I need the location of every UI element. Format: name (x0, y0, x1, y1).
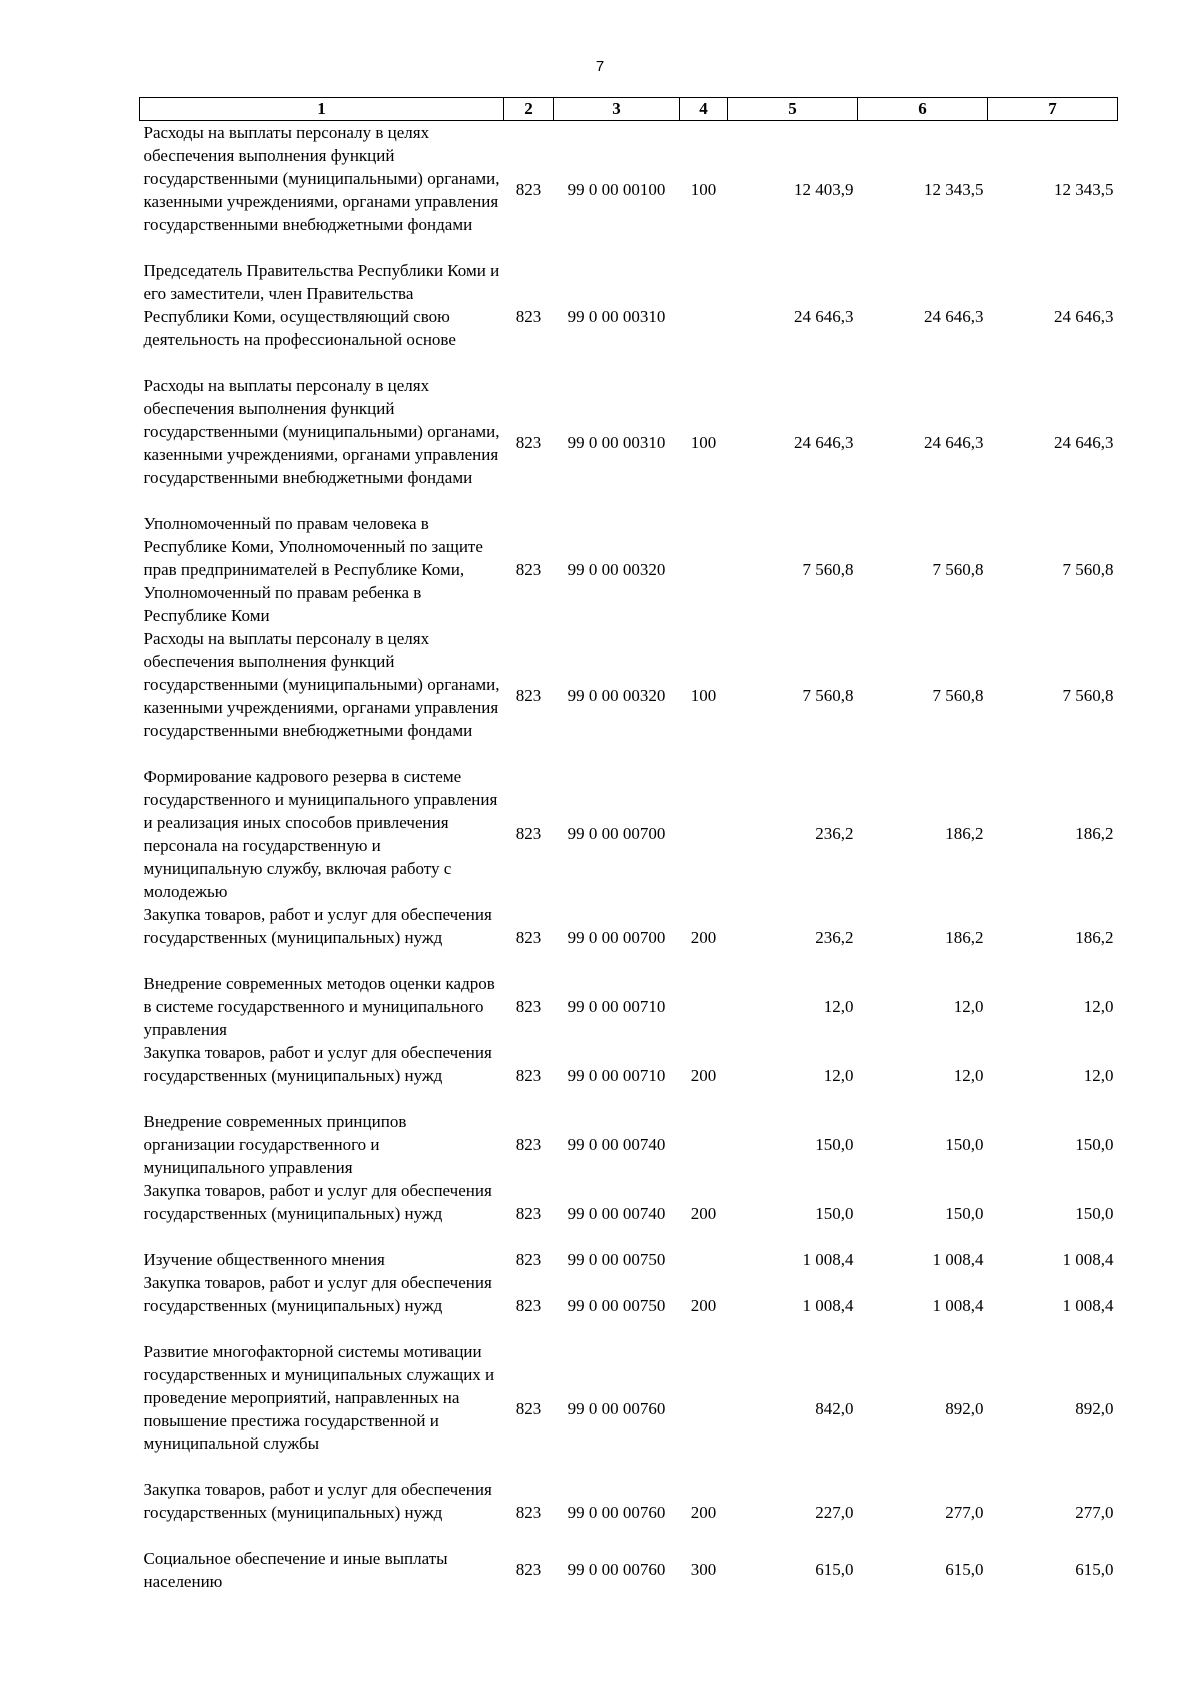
row-amount-col7: 277,0 (1075, 1502, 1114, 1522)
row-target-article: 99 0 00 00750 (567, 1295, 666, 1315)
table-row (140, 1110, 1118, 1179)
row-name: Закупка товаров, работ и услуг для обеспечения государственных (муниципальных) нужд (143, 1180, 492, 1223)
row-amount-col7: 24 646,3 (1054, 306, 1114, 326)
table-row (140, 1041, 1118, 1110)
row-amount-col7: 150,0 (1075, 1134, 1114, 1154)
row-grbs-code: 823 (515, 686, 542, 705)
row-target-article: 99 0 00 00760 (567, 1399, 666, 1418)
row-amount-col6: 7 560,8 (932, 686, 984, 705)
row-grbs-code: 823 (515, 927, 542, 947)
row-amount-col6: 12,0 (953, 996, 984, 1016)
row-amount-col7: 24 646,3 (1054, 433, 1114, 452)
row-amount-col6: 892,0 (945, 1399, 984, 1418)
column-header-1: 1 (140, 98, 504, 121)
row-name: Уполномоченный по правам человека в Республике Коми, Уполномоченный по защите прав предпринимателей в Республике Коми, Уполномоченный по правам ребенка в Республике Коми (143, 513, 483, 625)
row-amount-col6: 150,0 (945, 1134, 984, 1154)
row-grbs-code: 823 (515, 1134, 542, 1154)
row-expense-type (680, 765, 728, 903)
row-amount-col6: 1 008,4 (932, 1295, 984, 1315)
row-expense-type (680, 512, 728, 627)
row-expense-type (680, 1248, 728, 1271)
table-row (140, 627, 1118, 765)
row-name: Закупка товаров, работ и услуг для обеспечения государственных (муниципальных) нужд (143, 1272, 492, 1315)
table-body (140, 121, 1118, 1593)
table-row (140, 903, 1118, 972)
row-expense-type: 200 (690, 1295, 717, 1315)
row-amount-col5: 7 560,8 (802, 559, 854, 579)
row-expense-type: 200 (690, 1502, 717, 1522)
row-amount-col5: 1 008,4 (802, 1295, 854, 1315)
row-amount-col7: 1 008,4 (1062, 1295, 1114, 1315)
row-amount-col5: 12,0 (823, 1065, 854, 1085)
row-amount-col5: 7 560,8 (802, 686, 854, 705)
row-target-article: 99 0 00 00320 (567, 559, 666, 579)
column-header-3: 3 (554, 98, 680, 121)
row-name: Внедрение современных принципов организации государственного и муниципального управления (143, 1111, 407, 1177)
row-target-article: 99 0 00 00760 (567, 1560, 666, 1579)
row-amount-col6: 1 008,4 (932, 1249, 984, 1269)
row-name: Расходы на выплаты персоналу в целях обеспечения выполнения функций государственными (муниципальными) органами, казенными учреждениями, органами управления государственными внебюджетными фондами (143, 628, 500, 740)
row-amount-col5: 12 403,9 (794, 180, 854, 200)
table-row (140, 374, 1118, 512)
column-header-7: 7 (988, 98, 1118, 121)
row-grbs-code: 823 (515, 433, 542, 452)
row-amount-col6: 12,0 (953, 1065, 984, 1085)
row-grbs-code: 823 (515, 180, 542, 200)
row-target-article: 99 0 00 00750 (567, 1249, 666, 1269)
row-name: Изучение общественного мнения (143, 1249, 385, 1269)
row-amount-col6: 186,2 (945, 824, 984, 843)
table-row (140, 1179, 1118, 1248)
row-name: Социальное обеспечение и иные выплаты населению (143, 1548, 448, 1591)
row-target-article: 99 0 00 00310 (567, 306, 666, 326)
row-name: Закупка товаров, работ и услуг для обеспечения государственных (муниципальных) нужд (143, 1479, 492, 1522)
row-amount-col5: 150,0 (815, 1134, 854, 1154)
row-grbs-code: 823 (515, 824, 542, 843)
row-expense-type: 200 (690, 1065, 717, 1085)
row-amount-col6: 7 560,8 (932, 559, 984, 579)
row-grbs-code: 823 (515, 996, 542, 1016)
row-name: Формирование кадрового резерва в системе государственного и муниципального управления и реализация иных способов привлечения персонала на государственную и муниципальную службу, включая работу с молодежью (143, 766, 498, 901)
row-target-article: 99 0 00 00710 (567, 996, 666, 1016)
row-amount-col5: 236,2 (815, 824, 854, 843)
row-grbs-code: 823 (515, 559, 542, 579)
row-amount-col7: 150,0 (1075, 1203, 1114, 1223)
row-expense-type: 300 (690, 1560, 717, 1579)
row-expense-type (680, 972, 728, 1041)
row-amount-col6: 12 343,5 (924, 180, 984, 200)
row-grbs-code: 823 (515, 1399, 542, 1418)
table-row (140, 972, 1118, 1041)
row-expense-type (680, 1340, 728, 1478)
row-amount-col6: 24 646,3 (924, 306, 984, 326)
row-amount-col7: 12,0 (1083, 1065, 1114, 1085)
row-amount-col7: 892,0 (1075, 1399, 1114, 1418)
row-expense-type: 100 (690, 180, 717, 200)
row-amount-col5: 842,0 (815, 1399, 854, 1418)
row-amount-col6: 186,2 (945, 927, 984, 947)
column-header-4: 4 (680, 98, 728, 121)
row-target-article: 99 0 00 00700 (567, 927, 666, 947)
row-amount-col6: 615,0 (945, 1560, 984, 1579)
table-row (140, 1248, 1118, 1271)
table-row (140, 765, 1118, 903)
row-name: Расходы на выплаты персоналу в целях обеспечения выполнения функций государственными (муниципальными) органами, казенными учреждениями, органами управления государственными внебюджетными фондами (143, 375, 500, 487)
row-grbs-code: 823 (515, 306, 542, 326)
row-expense-type (680, 259, 728, 374)
row-grbs-code: 823 (515, 1249, 542, 1269)
row-amount-col5: 12,0 (823, 996, 854, 1016)
row-expense-type (680, 1110, 728, 1179)
row-expense-type: 100 (690, 686, 717, 705)
row-expense-type: 100 (690, 433, 717, 452)
row-name: Закупка товаров, работ и услуг для обеспечения государственных (муниципальных) нужд (143, 904, 492, 947)
row-amount-col7: 7 560,8 (1062, 559, 1114, 579)
row-expense-type: 200 (690, 1203, 717, 1223)
row-grbs-code: 823 (515, 1203, 542, 1223)
row-name: Внедрение современных методов оценки кадров в системе государственного и муниципального управления (143, 973, 495, 1039)
row-target-article: 99 0 00 00320 (567, 686, 666, 705)
row-amount-col5: 227,0 (815, 1502, 854, 1522)
column-header-2: 2 (504, 98, 554, 121)
row-expense-type: 200 (690, 927, 717, 947)
table-row (140, 1340, 1118, 1478)
table-row (140, 1547, 1118, 1593)
row-name: Расходы на выплаты персоналу в целях обеспечения выполнения функций государственными (муниципальными) органами, казенными учреждениями, органами управления государственными внебюджетными фондами (143, 123, 500, 234)
row-name: Председатель Правительства Республики Коми и его заместители, член Правительства Республики Коми, осуществляющий свою деятельность на профессиональной основе (143, 260, 500, 349)
row-amount-col5: 24 646,3 (794, 306, 854, 326)
table-row (140, 1271, 1118, 1340)
row-amount-col6: 24 646,3 (924, 433, 984, 452)
header-row (140, 98, 1118, 121)
page-number: 7 (595, 58, 605, 75)
table-row (140, 512, 1118, 627)
column-header-5: 5 (728, 98, 858, 121)
row-name: Развитие многофакторной системы мотивации государственных и муниципальных служащих и проведение мероприятий, направленных на повышение престижа государственной и муниципальной службы (143, 1341, 495, 1453)
row-amount-col5: 150,0 (815, 1203, 854, 1223)
row-amount-col6: 277,0 (945, 1502, 984, 1522)
row-amount-col7: 7 560,8 (1062, 686, 1114, 705)
row-amount-col7: 12 343,5 (1054, 180, 1114, 200)
table-row (140, 1478, 1118, 1547)
row-name: Закупка товаров, работ и услуг для обеспечения государственных (муниципальных) нужд (143, 1042, 492, 1085)
budget-table (139, 97, 1118, 1593)
row-amount-col7: 615,0 (1075, 1560, 1114, 1579)
row-amount-col5: 236,2 (815, 927, 854, 947)
row-target-article: 99 0 00 00760 (567, 1502, 666, 1522)
row-amount-col5: 1 008,4 (802, 1249, 854, 1269)
row-amount-col5: 615,0 (815, 1560, 854, 1579)
row-amount-col7: 186,2 (1075, 824, 1114, 843)
row-amount-col7: 186,2 (1075, 927, 1114, 947)
row-grbs-code: 823 (515, 1065, 542, 1085)
row-amount-col5: 24 646,3 (794, 433, 854, 452)
table-row (140, 121, 1118, 259)
row-grbs-code: 823 (515, 1502, 542, 1522)
row-grbs-code: 823 (515, 1295, 542, 1315)
row-target-article: 99 0 00 00310 (567, 433, 666, 452)
row-amount-col6: 150,0 (945, 1203, 984, 1223)
row-target-article: 99 0 00 00740 (567, 1134, 666, 1154)
row-grbs-code: 823 (515, 1560, 542, 1579)
row-amount-col7: 12,0 (1083, 996, 1114, 1016)
row-amount-col7: 1 008,4 (1062, 1249, 1114, 1269)
row-target-article: 99 0 00 00710 (567, 1065, 666, 1085)
row-target-article: 99 0 00 00700 (567, 824, 666, 843)
row-target-article: 99 0 00 00740 (567, 1203, 666, 1223)
column-header-6: 6 (858, 98, 988, 121)
table-row (140, 259, 1118, 374)
row-target-article: 99 0 00 00100 (567, 180, 666, 200)
table-header (140, 98, 1118, 121)
